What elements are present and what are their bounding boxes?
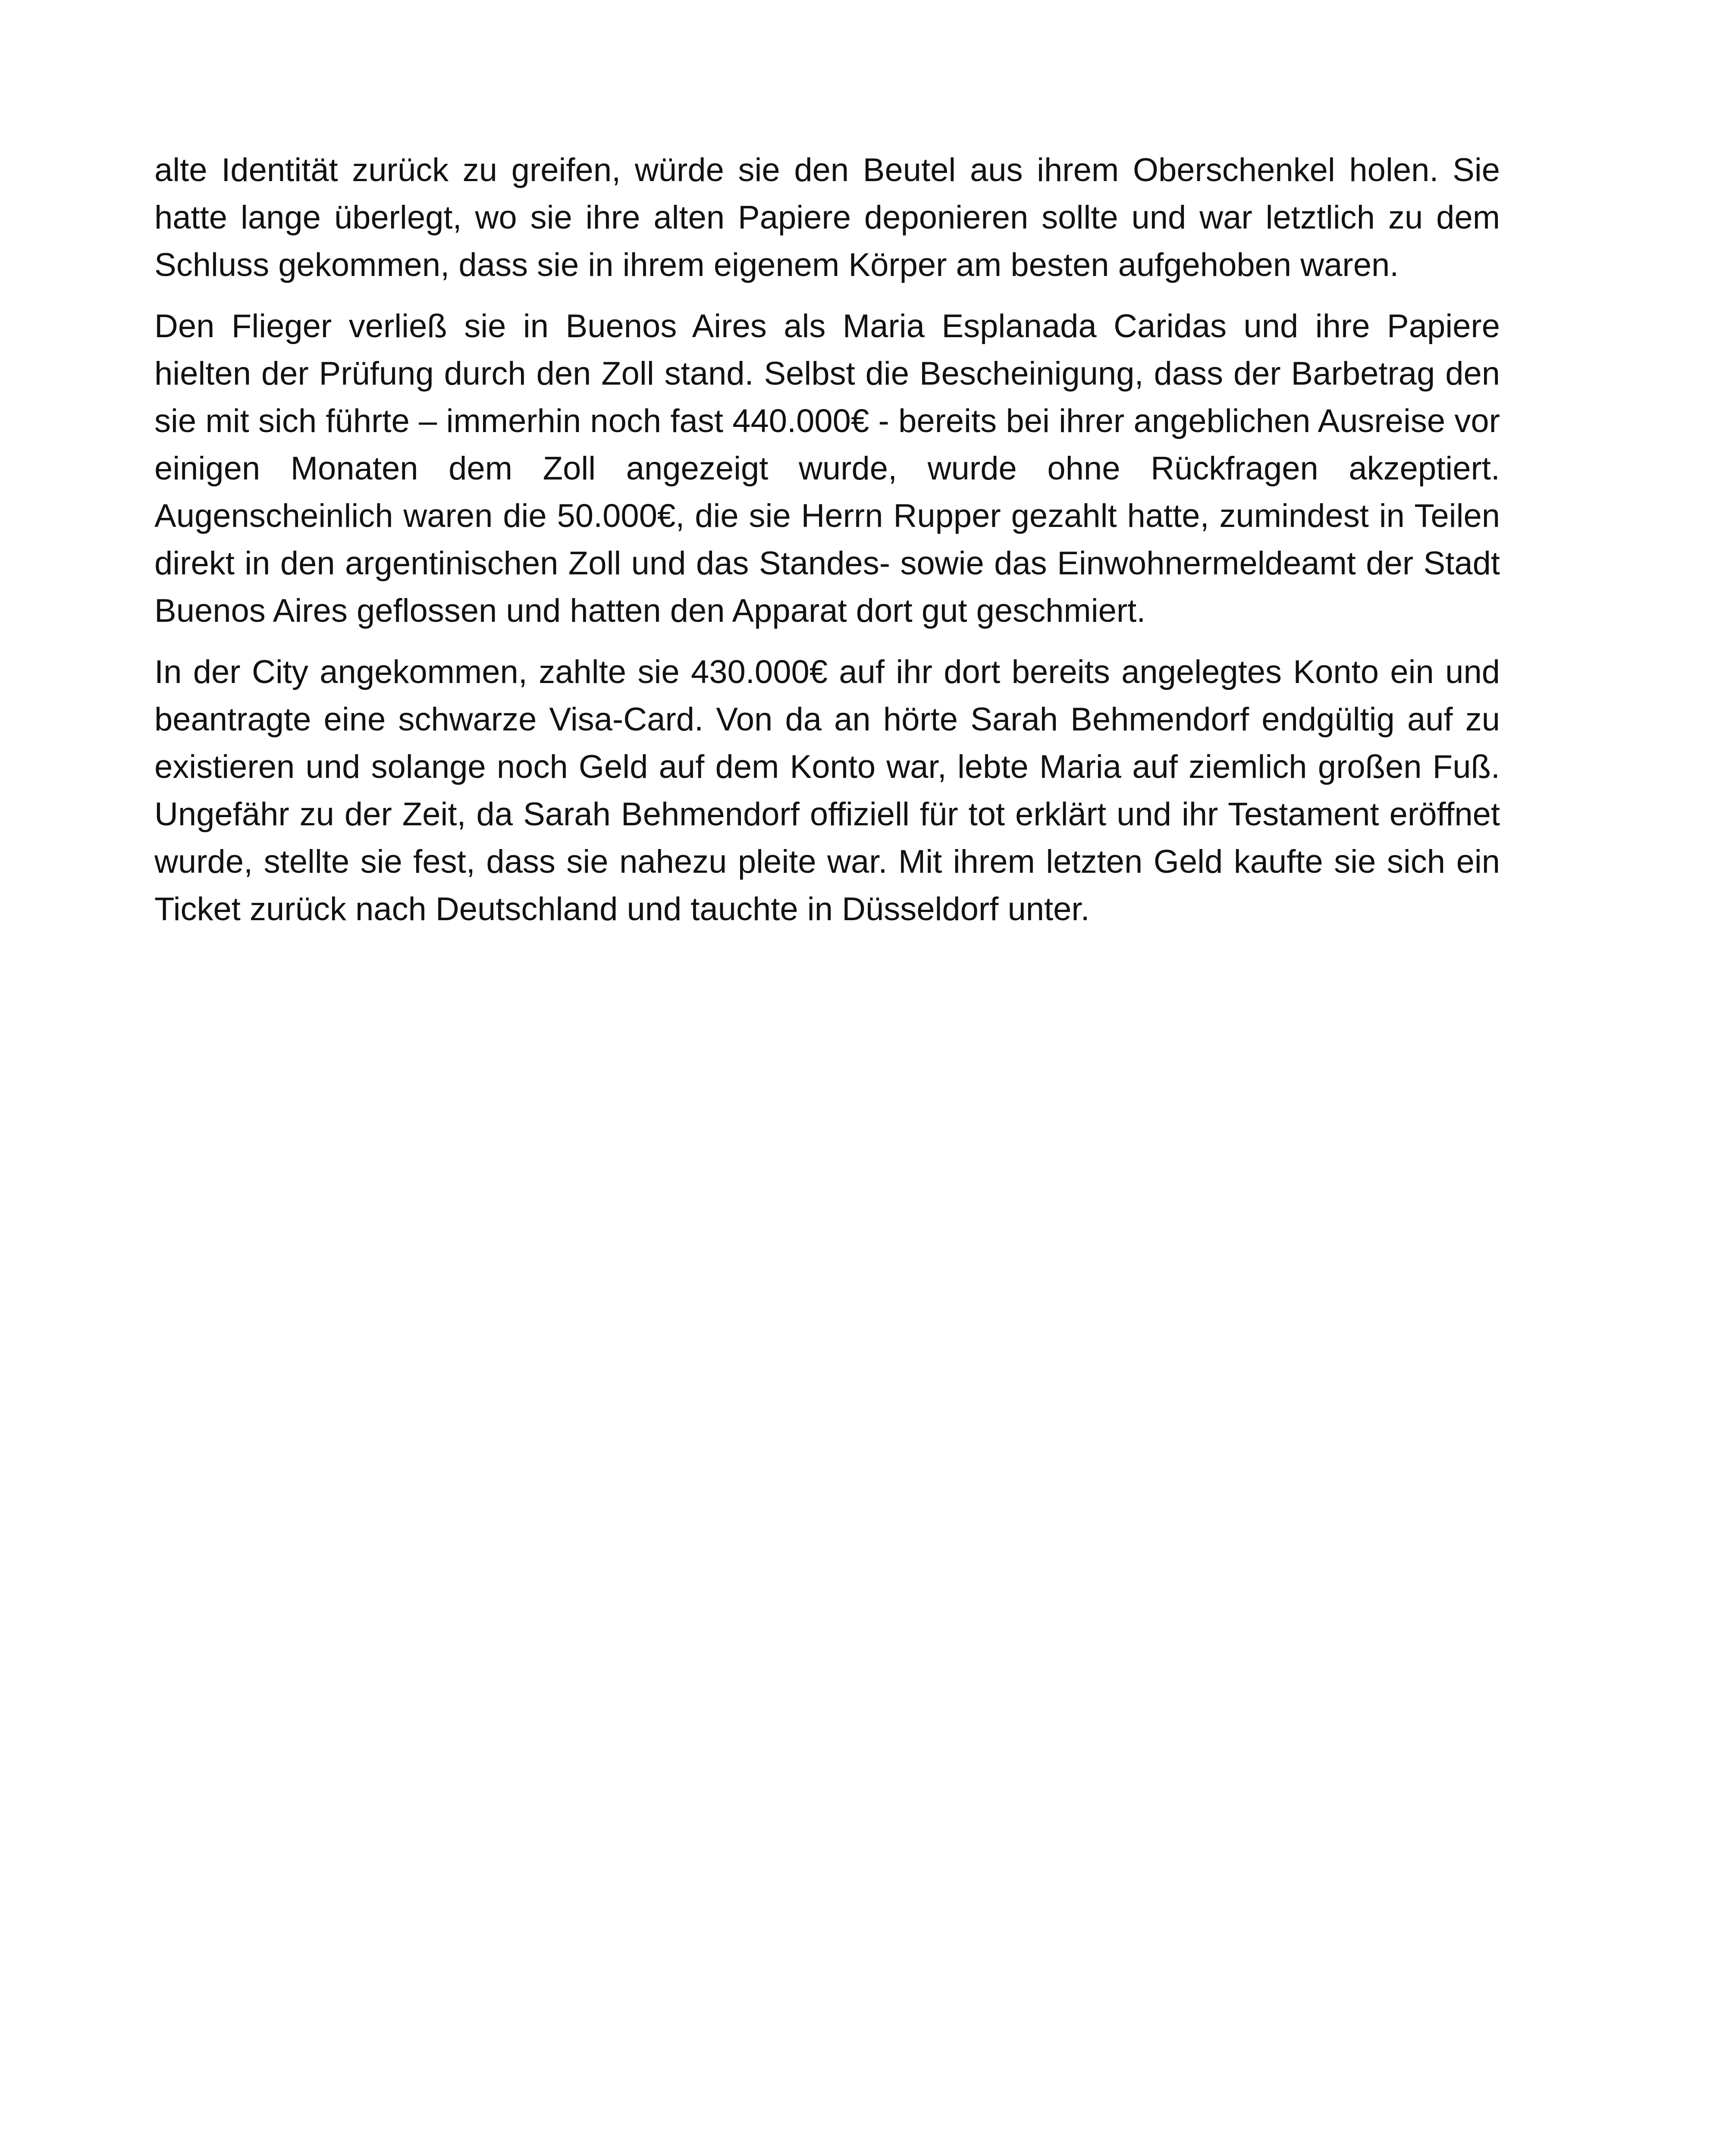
body-text [154,147,1500,947]
paragraph-1: alte Identität zurück zu greifen, würde sie den Beutel aus ihrem Oberschenkel holen. Sie hatte lange überlegt, wo sie ihre alten Papiere deponieren sollte und war letztlich zu dem Schluss gekommen, dass sie in ihrem eigenem Körper am besten aufgehoben waren. [154,152,1500,283]
paragraph-3: In der City angekommen, zahlte sie 430.000€ auf ihr dort bereits angelegtes Konto ein und beantragte eine schwarze Visa-Card. Von da an hörte Sarah Behmendorf endgültig auf zu existieren und solange noch Geld auf dem Konto war, lebte Maria auf ziemlich großen Fuß. Ungefähr zu der Zeit, da Sarah Behmendorf offiziell für tot erklärt und ihr Testament eröffnet wurde, stellte sie fest, dass sie nahezu pleite war. Mit ihrem letzten Geld kaufte sie sich ein Ticket zurück nach Deutschland und tauchte in Düsseldorf unter. [154,654,1500,928]
paragraph-2: Den Flieger verließ sie in Buenos Aires als Maria Esplanada Caridas und ihre Papiere hielten der Prüfung durch den Zoll stand. Selbst die Bescheinigung, dass der Barbetrag den sie mit sich führte – immerhin noch fast 440.000€ - bereits bei ihrer angeblichen Ausreise vor einigen Monaten dem Zoll angezeigt wurde, wurde ohne Rückfragen akzeptiert. Augenscheinlich waren die 50.000€, die sie Herrn Rupper gezahlt hatte, zumindest in Teilen direkt in den argentinischen Zoll und das Standes- sowie das Einwohnermeldeamt der Stadt Buenos Aires geflossen und hatten den Apparat dort gut geschmiert. [154,308,1500,629]
